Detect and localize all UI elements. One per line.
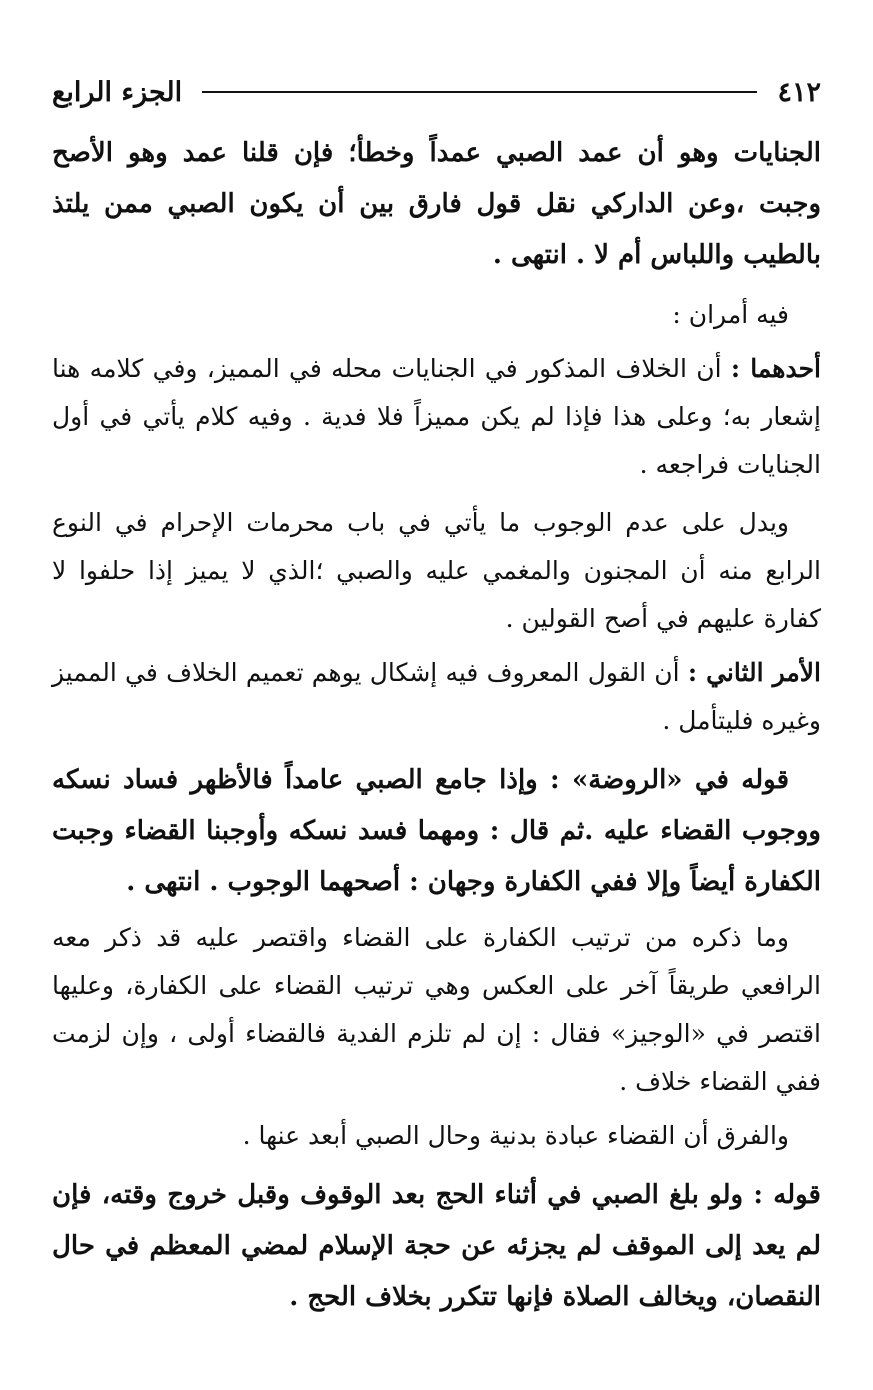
paragraph-lead: الأمر الثاني : (687, 658, 821, 687)
paragraph (52, 755, 821, 908)
header-rule (202, 91, 757, 93)
paragraph-text: وما ذكره من ترتيب الكفارة على القضاء واقتصر عليه قد ذكر معه الرافعي طريقاً آخر على العكس وهي ترتيب القضاء على الكفارة، وعليها اقتصر في «الوجيز» فقال : إن لم تلزم الفدية فالقضاء أولى ، وإن لزمت ففي القضاء خلاف . (52, 923, 821, 1096)
paragraph (52, 914, 821, 1106)
page-number: ٤١٢ (777, 76, 821, 108)
paragraph-text: قوله : ولو بلغ الصبي في أثناء الحج بعد الوقوف وقبل خروج وقته، فإن لم يعد إلى الموقف لم يجزئه عن حجة الإسلام لمضي المعظم في حال النقصان، ويخالف الصلاة فإنها تتكرر بخلاف الحج . (52, 1180, 821, 1312)
paragraph (52, 291, 821, 339)
paragraph-text: ويدل على عدم الوجوب ما يأتي في باب محرمات الإحرام في النوع الرابع منه أن المجنون والمغمي عليه والصبي ؛الذي لا يميز إذا حلفوا لا كفارة عليهم في أصح القولين . (52, 508, 821, 633)
paragraph (52, 649, 821, 745)
paragraph (52, 1112, 821, 1160)
paragraph (52, 1170, 821, 1323)
paragraph-lead: أحدهما : (730, 354, 821, 383)
paragraph-text: أن الخلاف المذكور في الجنايات محله في المميز، وفي كلامه هنا إشعار به؛ وعلى هذا فإذا لم يكن مميزاً فلا فدية . وفيه كلام يأتي في أول الجنايات فراجعه . (52, 354, 821, 479)
page-header (52, 70, 821, 114)
paragraph (52, 128, 821, 281)
paragraph-text: قوله في «الروضة» : وإذا جامع الصبي عامداً فالأظهر فساد نسكه ووجوب القضاء عليه .ثم قال : ومهما فسد نسكه وأوجبنا القضاء وجبت الكفارة أيضاً وإلا ففي الكفارة وجهان : أصحهما الوجوب . انتهى . (52, 765, 821, 897)
paragraph (52, 345, 821, 489)
paragraph-text: أن القول المعروف فيه إشكال يوهم تعميم الخلاف في المميز وغيره فليتأمل . (52, 658, 821, 735)
paragraph (52, 499, 821, 643)
paragraph-text: الجنايات وهو أن عمد الصبي عمداً وخطأ؛ فإن قلنا عمد وهو الأصح وجبت ،وعن الداركي نقل قول فارق بين أن يكون الصبي ممن يلتذ بالطيب واللباس أم لا . انتهى . (52, 138, 821, 270)
running-title: الجزء الرابع (52, 76, 183, 108)
paragraph-text: والفرق أن القضاء عبادة بدنية وحال الصبي أبعد عنها . (242, 1121, 789, 1150)
paragraph-text: فيه أمران : (672, 300, 789, 329)
